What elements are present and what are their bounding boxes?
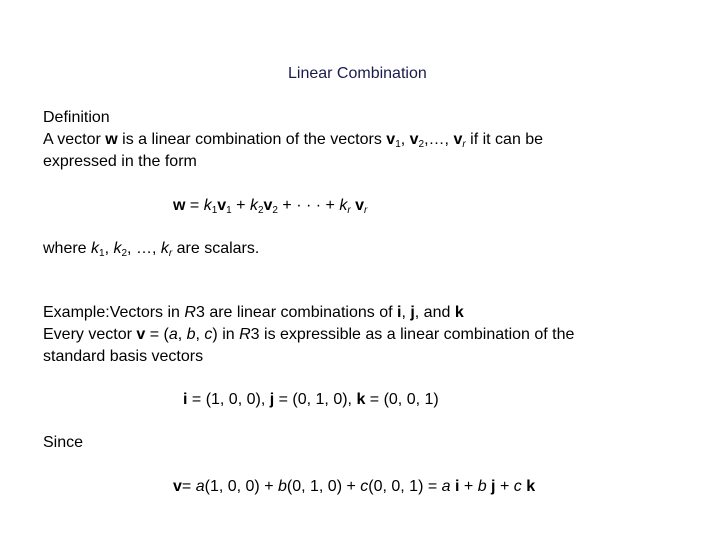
example-line-3: standard basis vectors xyxy=(43,348,204,365)
definition-line-1: A vector w is a linear combination of the vectors $v_1$, $v_2,\dots$, $v_r$ if it can be xyxy=(43,131,544,150)
example-line-1: Example:Vectors in R3 are linear combinations of i, j, and k xyxy=(43,304,464,321)
where-line: where $k_1$, $k_2$, …, $k_r$ are scalars. xyxy=(43,240,260,259)
since-label: Since xyxy=(43,434,84,451)
basis-vectors: i = (1, 0, 0), j = (0, 1, 0), k = (0, 0, 1) xyxy=(183,391,439,408)
final-equation: v= a(1, 0, 0) + b(0, 1, 0) + c(0, 0, 1) = a i + b j + c k xyxy=(173,478,536,495)
definition-line-2: expressed in the form xyxy=(43,153,197,170)
definition-heading: Definition xyxy=(43,109,110,126)
definition-formula: $w = k_1v_1 + k_2v_2$ + · · · + $k_r$ $v_r$ xyxy=(173,197,368,216)
page-title: Linear Combination xyxy=(288,65,427,82)
example-line-2: Every vector v = (a, b, c) in R3 is expressible as a linear combination of the xyxy=(43,326,575,343)
